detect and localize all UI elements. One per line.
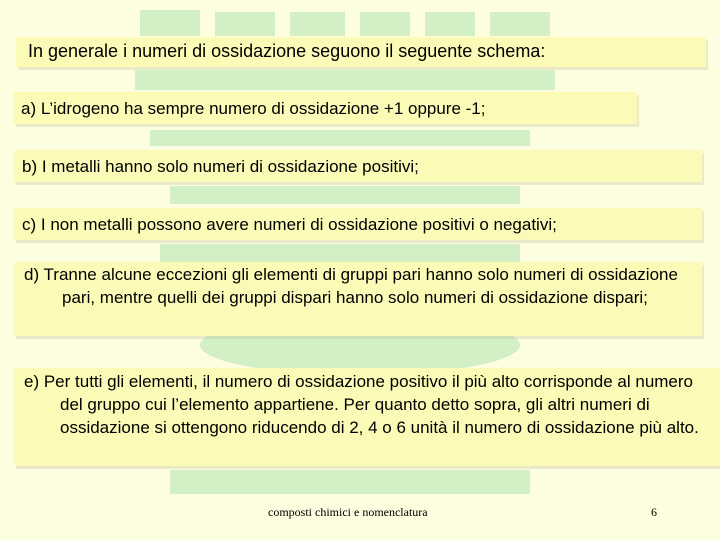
list-item-text: e) Per tutti gli elementi, il numero di ossidazione positivo il più alto corrisponde al numero del gruppo cui l’elemento appartiene. Per quanto detto sopra, gli altri numeri di ossidazione si ottengono riducendo di 2, 4 o 6 unità il numero di ossidazione più alto. — [24, 372, 699, 437]
footer-text: composti chimici e nomenclatura — [268, 505, 428, 519]
list-item — [14, 368, 720, 466]
slide-title-text: In generale i numeri di ossidazione seguono il seguente schema: — [28, 41, 546, 61]
list-item-text: b) I metalli hanno solo numeri di ossidazione positivi; — [22, 157, 419, 176]
page-number: 6 — [651, 505, 657, 519]
list-item — [14, 150, 702, 182]
list-item — [14, 208, 702, 240]
list-item-text: a) L’idrogeno ha sempre numero di ossidazione +1 oppure -1; — [21, 99, 486, 118]
slide-title — [16, 37, 706, 67]
list-item-text: c) I non metalli possono avere numeri di ossidazione positivi o negativi; — [22, 215, 557, 234]
list-item-text: d) Tranne alcune eccezioni gli elementi di gruppi pari hanno solo numeri di ossidazione pari, mentre quelli dei gruppi dispari hanno solo numeri di ossidazione dispari; — [24, 265, 678, 307]
list-item — [14, 92, 637, 124]
list-item — [14, 262, 702, 336]
